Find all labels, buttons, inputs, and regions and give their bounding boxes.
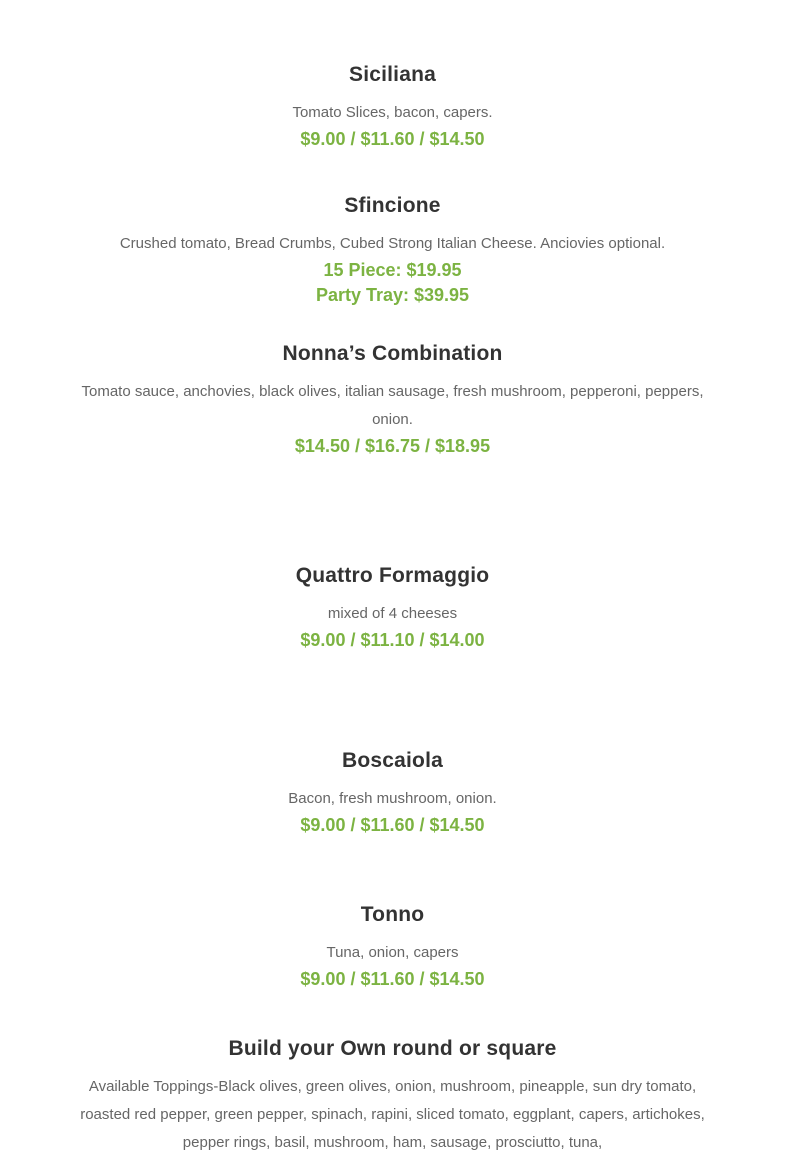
item-name: Boscaiola bbox=[341, 749, 443, 772]
item-description: Bacon, fresh mushroom, onion. bbox=[288, 790, 497, 807]
item-description: Tomato Slices, bacon, capers. bbox=[292, 104, 493, 121]
item-name: Tonno bbox=[360, 903, 425, 926]
menu-item-boscaiola bbox=[80, 747, 705, 838]
menu-item-quattro-formaggio bbox=[80, 562, 705, 653]
item-name: Sfincione bbox=[344, 194, 441, 217]
menu-item-build-your-own bbox=[80, 1035, 705, 1157]
menu-item-siciliana bbox=[80, 61, 705, 152]
item-price: $9.00 / $11.60 / $14.50 bbox=[300, 815, 485, 835]
menu-item-sfincione bbox=[80, 192, 705, 308]
item-description: Crushed tomato, Bread Crumbs, Cubed Strong Italian Cheese. Anciovies optional. bbox=[119, 235, 666, 252]
item-name: Siciliana bbox=[348, 63, 436, 86]
item-name: Build your Own round or square bbox=[228, 1037, 557, 1060]
item-price: $9.00 / $11.60 / $14.50 bbox=[300, 969, 485, 989]
item-price: 15 Piece: $19.95 bbox=[323, 260, 462, 280]
item-name: Nonna’s Combination bbox=[282, 342, 503, 365]
item-description: mixed of 4 cheeses bbox=[327, 605, 458, 622]
item-price: Party Tray: $39.95 bbox=[315, 285, 470, 305]
item-price: $14.50 / $16.75 / $18.95 bbox=[294, 436, 491, 456]
menu-item-tonno bbox=[80, 901, 705, 992]
item-name: Quattro Formaggio bbox=[295, 564, 490, 587]
item-description: Available Toppings-Black olives, green olives, onion, mushroom, pineapple, sun dry tomato, roasted red pepper, green pepper, spinach, rapini, sliced tomato, eggplant, capers, artichokes, pepper rings, basil, mushroom, ham, sausage, prosciutto, tuna, bbox=[80, 1078, 705, 1151]
item-description: Tuna, onion, capers bbox=[326, 944, 459, 961]
menu-item-nonnas-combination bbox=[80, 340, 705, 459]
item-price: $9.00 / $11.60 / $14.50 bbox=[300, 129, 485, 149]
item-description: Tomato sauce, anchovies, black olives, italian sausage, fresh mushroom, pepperoni, peppers, onion. bbox=[81, 383, 704, 428]
item-price: $9.00 / $11.10 / $14.00 bbox=[300, 630, 485, 650]
